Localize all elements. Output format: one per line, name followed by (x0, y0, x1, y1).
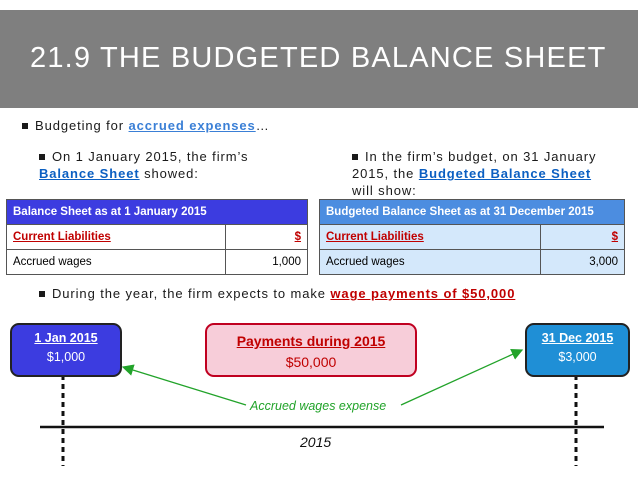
balance-sheet-highlight: Balance Sheet (39, 166, 140, 181)
year-bullet-text: During the year, the firm expects to make (52, 286, 331, 301)
left-bullet-suffix: showed: (139, 166, 199, 181)
right-bullet-suffix: will show: (352, 183, 417, 198)
bullet-main-text: Budgeting for (35, 118, 129, 133)
payments-box (205, 323, 417, 377)
accrued-expenses-highlight: accrued expenses (128, 118, 256, 133)
row-label: Accrued wages (7, 250, 226, 275)
section-label: Current Liabilities (7, 225, 226, 250)
row-value: 3,000 (541, 250, 625, 275)
currency-label: $ (225, 225, 307, 250)
payments-box-title: Payments during 2015 (236, 333, 386, 349)
row-value: 1,000 (225, 250, 307, 275)
timeline-year-label: 2015 (300, 434, 332, 450)
payments-box-value: $50,000 (285, 354, 337, 370)
currency-label: $ (541, 225, 625, 250)
dec-box-value: $3,000 (558, 350, 597, 364)
arrow-to-dec (401, 350, 522, 405)
dec-box-title: 31 Dec 2015 (541, 331, 614, 345)
jan-2015-box (10, 323, 122, 377)
right-bullet-text: In the firm’s budget, on 31 January 2015, the (352, 149, 597, 181)
accrued-wages-expense-label: Accrued wages expense (250, 399, 387, 413)
section-label: Current Liabilities (320, 225, 541, 250)
dec-2015-box (525, 323, 630, 377)
budgeted-balance-sheet-highlight: Budgeted Balance Sheet (418, 166, 592, 181)
jan-box-value: $1,000 (46, 350, 86, 364)
wage-payments-highlight: wage payments of $50,000 (330, 286, 516, 301)
left-bullet-text: On 1 January 2015, the firm’s (52, 149, 249, 164)
row-label: Accrued wages (320, 250, 541, 275)
jan-box-title: 1 Jan 2015 (34, 331, 98, 345)
slide-title: 21.9 THE BUDGETED BALANCE SHEET (30, 42, 607, 74)
table-header: Balance Sheet as at 1 January 2015 (7, 200, 308, 225)
bullet-main-suffix: … (255, 118, 270, 133)
table-header: Budgeted Balance Sheet as at 31 December 2015 (320, 200, 625, 225)
